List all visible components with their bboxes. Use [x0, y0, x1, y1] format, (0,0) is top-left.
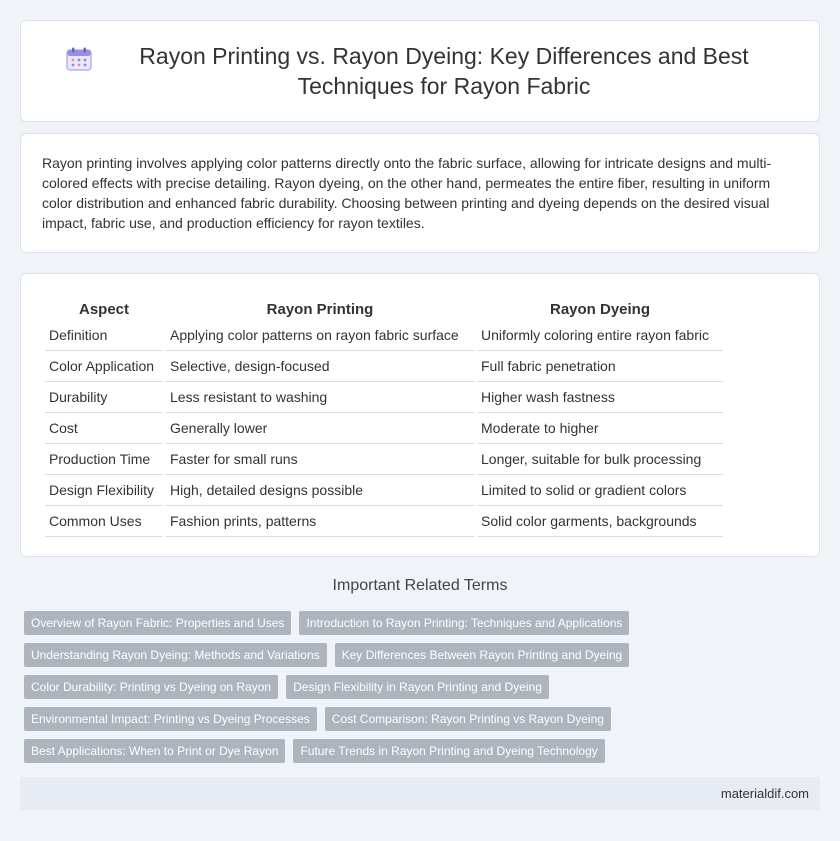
header-rayon-printing: Rayon Printing — [266, 301, 374, 318]
related-term-link[interactable]: Understanding Rayon Dyeing: Methods and Variations — [24, 643, 327, 667]
table-cell: Definition — [45, 320, 163, 351]
table-cell: Full fabric penetration — [477, 351, 723, 382]
footer — [20, 777, 820, 810]
related-term-link[interactable]: Design Flexibility in Rayon Printing and Dyeing — [286, 675, 549, 699]
intro-paragraph: Rayon printing involves applying color patterns directly onto the fabric surface, allowing for intricate designs and multi-colored effects with precise detailing. Rayon dyeing, on the other hand, permeates the entire fiber, resulting in uniform color distribution and enhanced fabric durability. Choosing between printing and dyeing depends on the desired visual impact, fabric use, and production efficiency for rayon textiles. — [42, 155, 772, 231]
table-row — [45, 320, 723, 351]
table-cell: Durability — [45, 382, 163, 413]
comparison-table-card — [20, 273, 820, 557]
table-row — [45, 506, 723, 537]
table-cell: Applying color patterns on rayon fabric surface — [166, 320, 474, 351]
table-cell: Faster for small runs — [166, 444, 474, 475]
table-cell: Uniformly coloring entire rayon fabric — [477, 320, 723, 351]
table-cell: Cost — [45, 413, 163, 444]
tag-row — [24, 707, 824, 731]
related-term-link[interactable]: Overview of Rayon Fabric: Properties and Uses — [24, 611, 291, 635]
table-cell: High, detailed designs possible — [166, 475, 474, 506]
table-cell: Selective, design-focused — [166, 351, 474, 382]
table-cell: Design Flexibility — [45, 475, 163, 506]
table-cell: Longer, suitable for bulk processing — [477, 444, 723, 475]
related-term-link[interactable]: Best Applications: When to Print or Dye Rayon — [24, 739, 285, 763]
table-cell: Generally lower — [166, 413, 474, 444]
tag-row — [24, 675, 824, 699]
tag-row — [24, 611, 824, 635]
related-terms-list — [24, 611, 824, 771]
table-cell: Color Application — [45, 351, 163, 382]
table-row — [45, 382, 723, 413]
table-cell: Limited to solid or gradient colors — [477, 475, 723, 506]
table-cell: Less resistant to washing — [166, 382, 474, 413]
table-header-row — [45, 296, 723, 320]
related-term-link[interactable]: Environmental Impact: Printing vs Dyeing Processes — [24, 707, 317, 731]
table-row — [45, 413, 723, 444]
table-cell: Production Time — [45, 444, 163, 475]
related-term-link[interactable]: Cost Comparison: Rayon Printing vs Rayon Dyeing — [325, 707, 611, 731]
tag-row — [24, 739, 824, 763]
related-term-link[interactable]: Future Trends in Rayon Printing and Dyeing Technology — [293, 739, 604, 763]
related-term-link[interactable]: Introduction to Rayon Printing: Techniques and Applications — [299, 611, 629, 635]
table-cell: Moderate to higher — [477, 413, 723, 444]
intro-card — [20, 133, 820, 253]
title-wrap — [66, 41, 774, 101]
related-term-link[interactable]: Color Durability: Printing vs Dyeing on Rayon — [24, 675, 278, 699]
footer-site-name[interactable]: materialdif.com — [720, 786, 809, 801]
header-rayon-dyeing: Rayon Dyeing — [549, 301, 651, 318]
table-row — [45, 444, 723, 475]
related-terms-heading: Important Related Terms — [332, 577, 508, 594]
table-cell: Higher wash fastness — [477, 382, 723, 413]
title-card — [20, 20, 820, 122]
tag-row — [24, 643, 824, 667]
table-row — [45, 351, 723, 382]
table-cell: Common Uses — [45, 506, 163, 537]
table-row — [45, 475, 723, 506]
related-term-link[interactable]: Key Differences Between Rayon Printing and Dyeing — [335, 643, 630, 667]
header-aspect: Aspect — [78, 301, 130, 318]
page-title: Rayon Printing vs. Rayon Dyeing: Key Differences and Best Techniques for Rayon Fabric — [139, 43, 749, 99]
table-cell: Fashion prints, patterns — [166, 506, 474, 537]
table-cell: Solid color garments, backgrounds — [477, 506, 723, 537]
comparison-table — [42, 296, 726, 537]
calendar-icon — [66, 47, 92, 71]
